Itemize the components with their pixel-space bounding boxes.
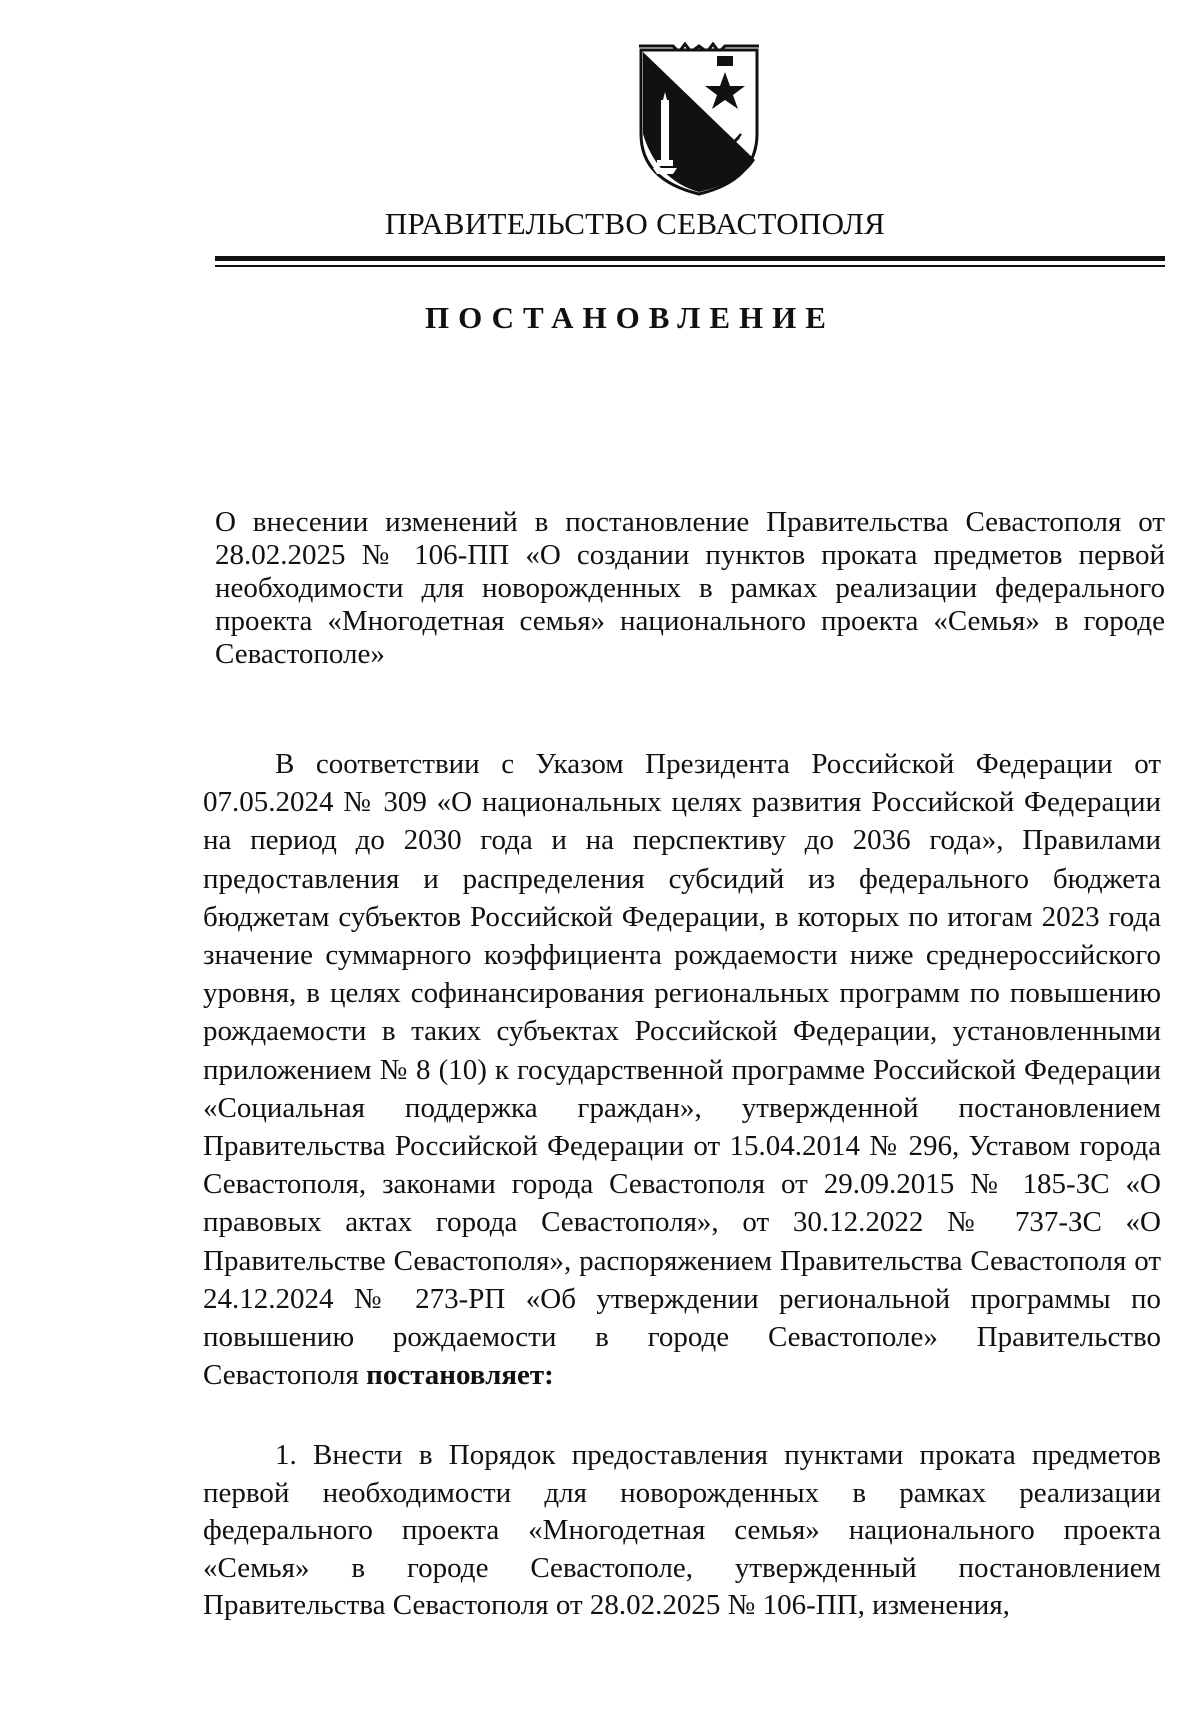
organization-name: ПРАВИТЕЛЬСТВО СЕВАСТОПОЛЯ <box>384 206 886 241</box>
preamble-paragraph <box>203 745 1161 1394</box>
preamble-text: В соответствии с Указом Президента Российской Федерации от 07.05.2024 № 309 «О национальных целях развития Российской Федерации на период до 2030 года и на перспективу до 2036 года», Правилами предоставления и распределения субсидий из федерального бюджета бюджетам субъектов Российской Федерации, в которых по итогам 2023 года значение суммарного коэффициента рождаемости ниже среднероссийского уровня, в целях софинансирования региональных программ по повышению рождаемости в таких субъектах Российской Федерации, установленными приложением № 8 (10) к государственной программе Российской Федерации «Социальная поддержка граждан», утвержденной постановлением Правительства Российской Федерации от 15.04.2014 № 296, Уставом города Севастополя, законами города Севастополя от 29.09.2015 № 185-ЗС «О правовых актах города Севастополя», от 30.12.2022 № 737-ЗС «О Правительстве Севастополя», распоряжением Правительства Севастополя от 24.12.2024 № 273-РП «Об утверждении региональной программы по повышению рождаемости в городе Севастополе» Правительство Севастополя <box>203 748 1161 1392</box>
header-divider-thin <box>215 265 1165 267</box>
header-divider-thick <box>215 256 1165 261</box>
decree-word: постановляет: <box>366 1359 554 1392</box>
item-1-paragraph: 1. Внести в Порядок предоставления пунктами проката предметов первой необходимости для новорожденных в рамках реализации федерального проекта «Многодетная семья» национального проекта «Семья» в городе Севастополе, утвержденный постановлением Правительства Севастополя от 28.02.2025 № 106-ПП, изменения, <box>203 1439 1161 1621</box>
document-subject: О внесении изменений в постановление Правительства Севастополя от 28.02.2025 № 106-ПП «О создании пунктов проката предметов первой необходимости для новорожденных в рамках реализации федерального проекта «Многодетная семья» национального проекта «Семья» в городе Севастополе» <box>215 506 1165 670</box>
coat-of-arms-icon <box>633 42 765 198</box>
document-type-title: ПОСТАНОВЛЕНИЕ <box>425 300 835 335</box>
